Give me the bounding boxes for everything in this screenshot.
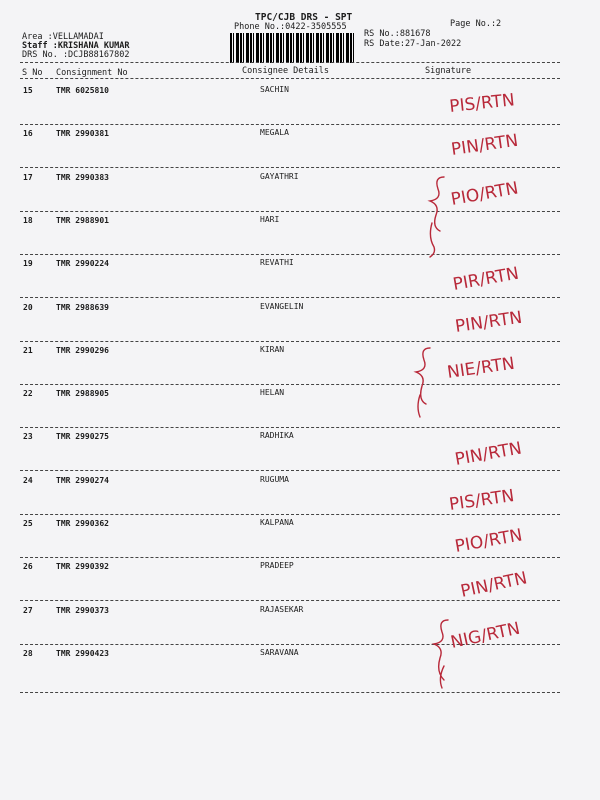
row-consignee-name: MEGALA <box>260 128 289 138</box>
handwritten-status: PIO/RTN <box>449 178 520 210</box>
row-sno: 22 <box>23 389 33 399</box>
divider <box>20 600 560 601</box>
row-sno: 18 <box>23 215 33 225</box>
table-row <box>0 562 600 605</box>
handwritten-status: NIG/RTN <box>448 618 522 653</box>
divider <box>20 254 560 255</box>
row-sno: 21 <box>23 345 33 355</box>
handwritten-status: PIO/RTN <box>453 525 524 557</box>
document-title: TPC/CJB DRS - SPT <box>255 12 353 23</box>
row-consignment-no: TMR 2990275 <box>56 432 109 442</box>
table-row <box>0 346 600 389</box>
rs-number: RS No.:881678 <box>364 29 431 39</box>
table-row <box>0 86 600 129</box>
table-row <box>0 432 600 475</box>
area-label: Area :VELLAMADAI <box>22 32 104 42</box>
table-row <box>0 476 600 519</box>
row-consignee-name: RUGUMA <box>260 474 289 484</box>
divider <box>20 514 560 515</box>
row-sno: 28 <box>23 648 33 658</box>
row-consignee-name: KIRAN <box>260 344 285 354</box>
row-consignee-name: RADHIKA <box>260 431 294 441</box>
row-consignee-name: SARAVANA <box>260 647 299 657</box>
row-sno: 25 <box>23 519 33 528</box>
row-consignee-name: EVANGELIN <box>260 301 304 311</box>
table-row <box>0 519 600 562</box>
divider <box>20 644 560 645</box>
row-consignee-name: GAYATHRI <box>260 171 299 181</box>
row-consignee-name: REVATHI <box>260 258 294 268</box>
column-header-signature: Signature <box>425 66 472 76</box>
row-consignment-no: TMR 2990296 <box>56 345 109 355</box>
handwritten-status: PIS/RTN <box>448 90 516 117</box>
table-row <box>0 303 600 346</box>
row-consignment-no: TMR 2990383 <box>56 172 109 182</box>
row-consignment-no: TMR 2990362 <box>56 519 109 528</box>
row-consignment-no: TMR 2988639 <box>56 302 109 312</box>
row-consignee-name: SACHIN <box>260 85 289 94</box>
handwritten-status: PIN/RTN <box>453 438 524 470</box>
handwritten-status: PIR/RTN <box>451 263 521 295</box>
handwritten-status: PIS/RTN <box>447 486 516 515</box>
column-header-sno: S No <box>22 68 43 78</box>
row-consignee-name: HARI <box>260 214 280 224</box>
phone-number: Phone No.:0422-3505555 <box>234 22 347 32</box>
row-sno: 27 <box>23 605 33 615</box>
row-sno: 24 <box>23 475 33 485</box>
handwritten-status: PIN/RTN <box>449 130 520 160</box>
row-consignee-name: HELAN <box>260 388 285 398</box>
divider <box>20 692 560 693</box>
row-sno: 15 <box>23 86 33 95</box>
table-row <box>0 606 600 649</box>
row-consignment-no: TMR 2990274 <box>56 475 109 485</box>
row-consignment-no: TMR 2990224 <box>56 259 109 269</box>
row-consignee-name: RAJASEKAR <box>260 604 304 614</box>
row-consignment-no: TMR 2988905 <box>56 389 109 399</box>
handwritten-status: PIN/RTN <box>458 568 529 602</box>
divider <box>20 427 560 428</box>
table-row <box>0 649 600 692</box>
row-sno: 17 <box>23 172 33 182</box>
divider <box>20 341 560 342</box>
row-consignment-no: TMR 2990423 <box>56 648 109 658</box>
table-row <box>0 259 600 302</box>
row-sno: 20 <box>23 302 33 312</box>
row-consignee-name: PRADEEP <box>260 561 294 571</box>
divider <box>20 124 560 125</box>
column-header-consignment: Consignment No <box>56 68 128 78</box>
row-consignee-name: KALPANA <box>260 518 294 527</box>
drs-number: DRS No. :DCJB88167802 <box>22 50 130 60</box>
row-consignment-no: TMR 2990392 <box>56 562 109 572</box>
row-sno: 16 <box>23 129 33 139</box>
divider <box>20 470 560 471</box>
divider <box>20 211 560 212</box>
divider <box>20 78 560 79</box>
divider <box>20 384 560 385</box>
page-number: Page No.:2 <box>450 19 502 29</box>
row-consignment-no: TMR 6025810 <box>56 86 109 95</box>
divider <box>20 557 560 558</box>
row-consignment-no: TMR 2990381 <box>56 129 109 139</box>
table-row <box>0 389 600 432</box>
row-consignment-no: TMR 2990373 <box>56 605 109 615</box>
row-consignment-no: TMR 2988901 <box>56 215 109 225</box>
column-header-consignee: Consignee Details <box>242 66 329 76</box>
row-sno: 19 <box>23 259 33 269</box>
divider <box>20 62 560 63</box>
rs-date: RS Date:27-Jan-2022 <box>364 39 462 49</box>
barcode <box>230 33 356 63</box>
row-sno: 26 <box>23 562 33 572</box>
table-row <box>0 173 600 216</box>
staff-label: Staff :KRISHANA KUMAR <box>22 41 130 51</box>
table-row <box>0 129 600 172</box>
handwritten-status: PIN/RTN <box>453 307 524 337</box>
handwritten-status: NIE/RTN <box>445 353 516 383</box>
row-sno: 23 <box>23 432 33 442</box>
divider <box>20 297 560 298</box>
divider <box>20 167 560 168</box>
table-row <box>0 216 600 259</box>
